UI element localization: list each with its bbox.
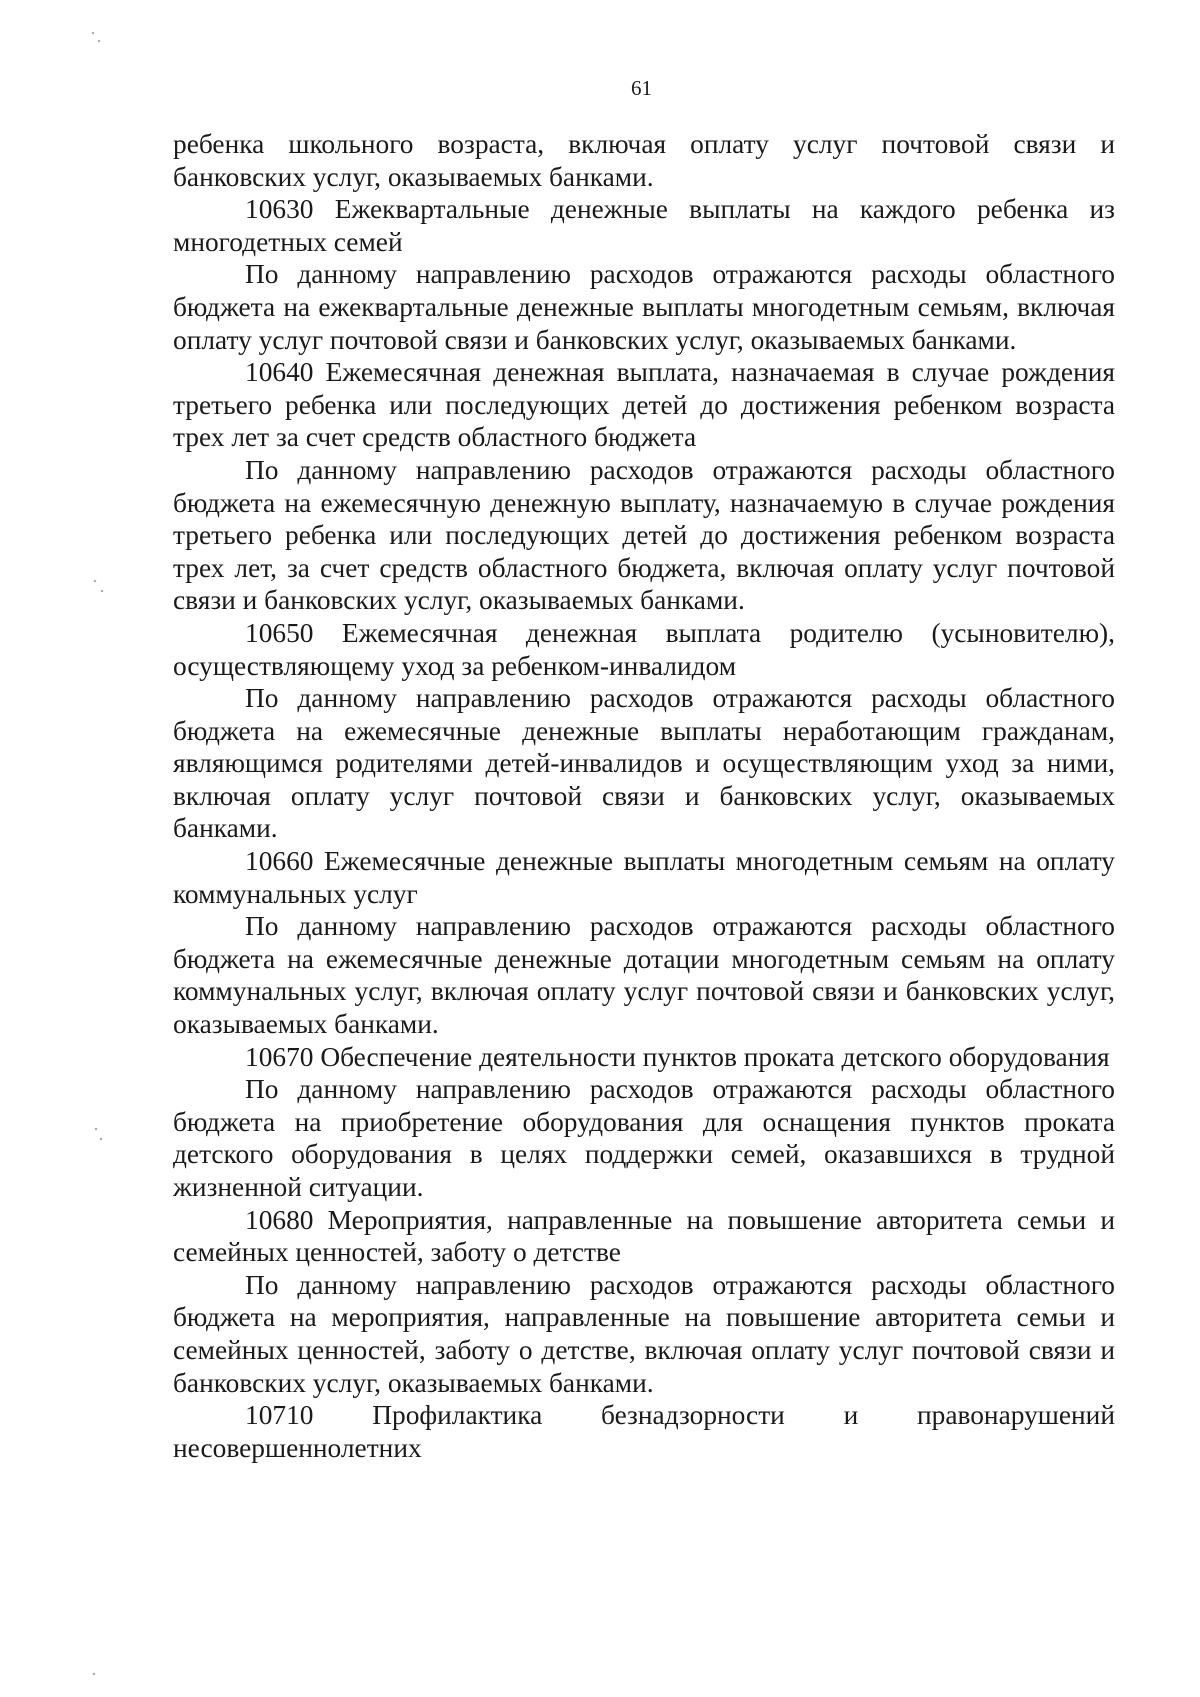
scan-speck [98, 40, 101, 43]
section-text-10630: По данному направлению расходов отражаются расходы областного бюджета на ежеквартальные денежные выплаты многодетным семьям, включая оплату услуг почтовой связи и банковских услуг, оказываемых банками. [173, 259, 1115, 355]
section-heading-10680: 10680 Мероприятия, направленные на повышение авторитета семьи и семейных ценностей, заботу о детстве [173, 1204, 1115, 1268]
scan-speck [95, 1128, 98, 1131]
section-heading-10640: 10640 Ежемесячная денежная выплата, назначаемая в случае рождения третьего ребенка или последующих детей до достижения ребенком возраста трех лет за счет средств областного бюджета [173, 357, 1115, 453]
section-heading-10630: 10630 Ежеквартальные денежные выплаты на каждого ребенка из многодетных семей [173, 194, 1115, 257]
section-text-10670: По данному направлению расходов отражаются расходы областного бюджета на приобретение оборудования для оснащения пунктов проката детского оборудования в целях поддержки семей, оказавшихся в трудной жизненной ситуации. [173, 1074, 1115, 1202]
section-heading-10660: 10660 Ежемесячные денежные выплаты многодетным семьям на оплату коммунальных услуг [173, 846, 1115, 909]
page-number: 61 [631, 76, 652, 100]
section-heading-10670: 10670 Обеспечение деятельности пунктов проката детского оборудования [245, 1041, 1110, 1072]
section-text-10680: По данному направлению расходов отражаются расходы областного бюджета на мероприятия, направленные на повышение авторитета семьи и семейных ценностей, заботу о детстве, включая оплату услуг почтовой связи и банковских услуг, оказываемых банками. [173, 1269, 1115, 1398]
scan-speck [94, 580, 97, 583]
scan-speck [93, 1673, 96, 1676]
scan-speck [100, 1138, 103, 1141]
paragraph-continuation: ребенка школьного возраста, включая оплату услуг почтовой связи и банковских услуг, оказываемых банками. [173, 129, 1115, 192]
section-text-10650: По данному направлению расходов отражаются расходы областного бюджета на ежемесячные денежные выплаты неработающим гражданам, являющимся родителями детей-инвалидов и осуществляющим уход за ними, включая оплату услуг почтовой связи и банковских услуг, оказываемых банками. [173, 683, 1115, 844]
section-text-10660: По данному направлению расходов отражаются расходы областного бюджета на ежемесячные денежные дотации многодетным семьям на оплату коммунальных услуг, включая оплату услуг почтовой связи и банковских услуг, оказываемых банками. [173, 911, 1115, 1040]
scan-speck [92, 32, 95, 35]
document-body [173, 128, 1115, 1464]
section-text-10640: По данному направлению расходов отражаются расходы областного бюджета на ежемесячную денежную выплату, назначаемую в случае рождения третьего ребенка или последующих детей до достижения ребенком возраста трех лет, за счет средств областного бюджета, включая оплату услуг почтовой связи и банковских услуг, оказываемых банками. [173, 454, 1115, 616]
section-heading-10710: 10710 Профилактика безнадзорности и правонарушений несовершеннолетних [173, 1400, 1115, 1463]
scan-speck [101, 590, 104, 593]
section-heading-10650: 10650 Ежемесячная денежная выплата родителю (усыновителю), осуществляющему уход за ребенком-инвалидом [173, 617, 1115, 681]
